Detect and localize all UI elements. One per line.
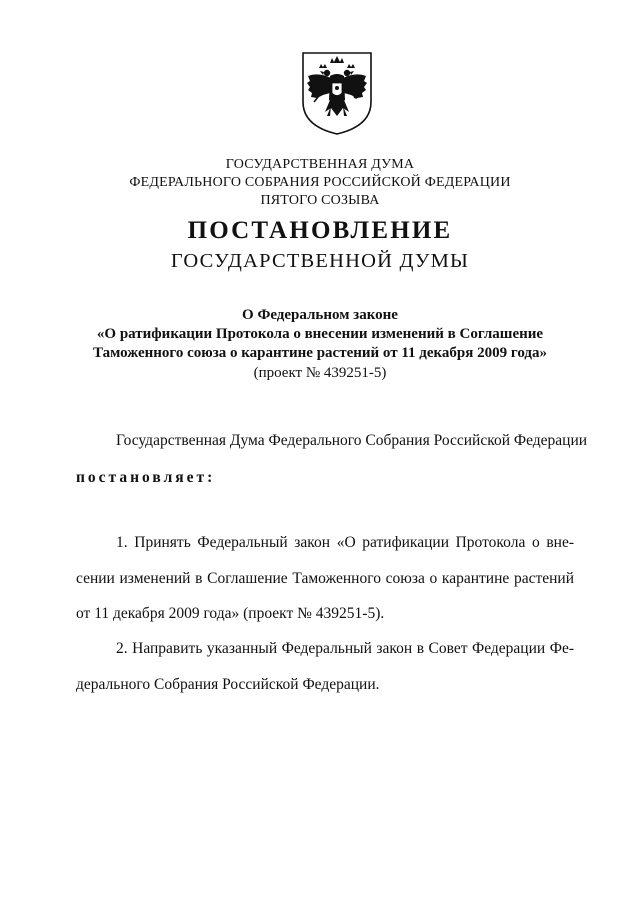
item-2-line-1: 2. Направить указанный Федеральный закон в Совет Федерации Фе- — [116, 640, 574, 657]
document-title: ПОСТАНОВЛЕНИЕ — [187, 217, 453, 244]
law-heading-line-2: «О ратификации Протокола о внесении изменений в Соглашение — [96, 326, 544, 342]
item-1-line-1: 1. Принять Федеральный закон «О ратификации Протокола о вне- — [116, 534, 574, 551]
intro-paragraph: Государственная Дума Федерального Собрания Российской Федерации — [116, 432, 588, 449]
project-number: (проект № 439251-5) — [253, 365, 387, 381]
parliament-assembly-line: ФЕДЕРАЛЬНОГО СОБРАНИЯ РОССИЙСКОЙ ФЕДЕРАЦИИ — [129, 175, 511, 190]
item-1-line-2: сении изменений в Соглашение Таможенного союза о карантине растений — [76, 570, 574, 587]
item-2-line-2: дерального Собрания Российской Федерации. — [76, 676, 380, 693]
document-subtitle: ГОСУДАРСТВЕННОЙ ДУМЫ — [170, 250, 470, 272]
law-heading-line-3: Таможенного союза о карантине растений от 11 декабря 2009 года» — [93, 345, 547, 361]
resolves-word: постановляет: — [76, 469, 216, 486]
law-heading-line-1: О Федеральном законе — [242, 307, 398, 323]
convocation-line: ПЯТОГО СОЗЫВА — [260, 193, 380, 208]
item-1-line-3: от 11 декабря 2009 года» (проект № 439251-5). — [76, 605, 385, 622]
coat-of-arms-emblem — [300, 50, 374, 136]
parliament-name-line: ГОСУДАРСТВЕННАЯ ДУМА — [225, 157, 415, 172]
